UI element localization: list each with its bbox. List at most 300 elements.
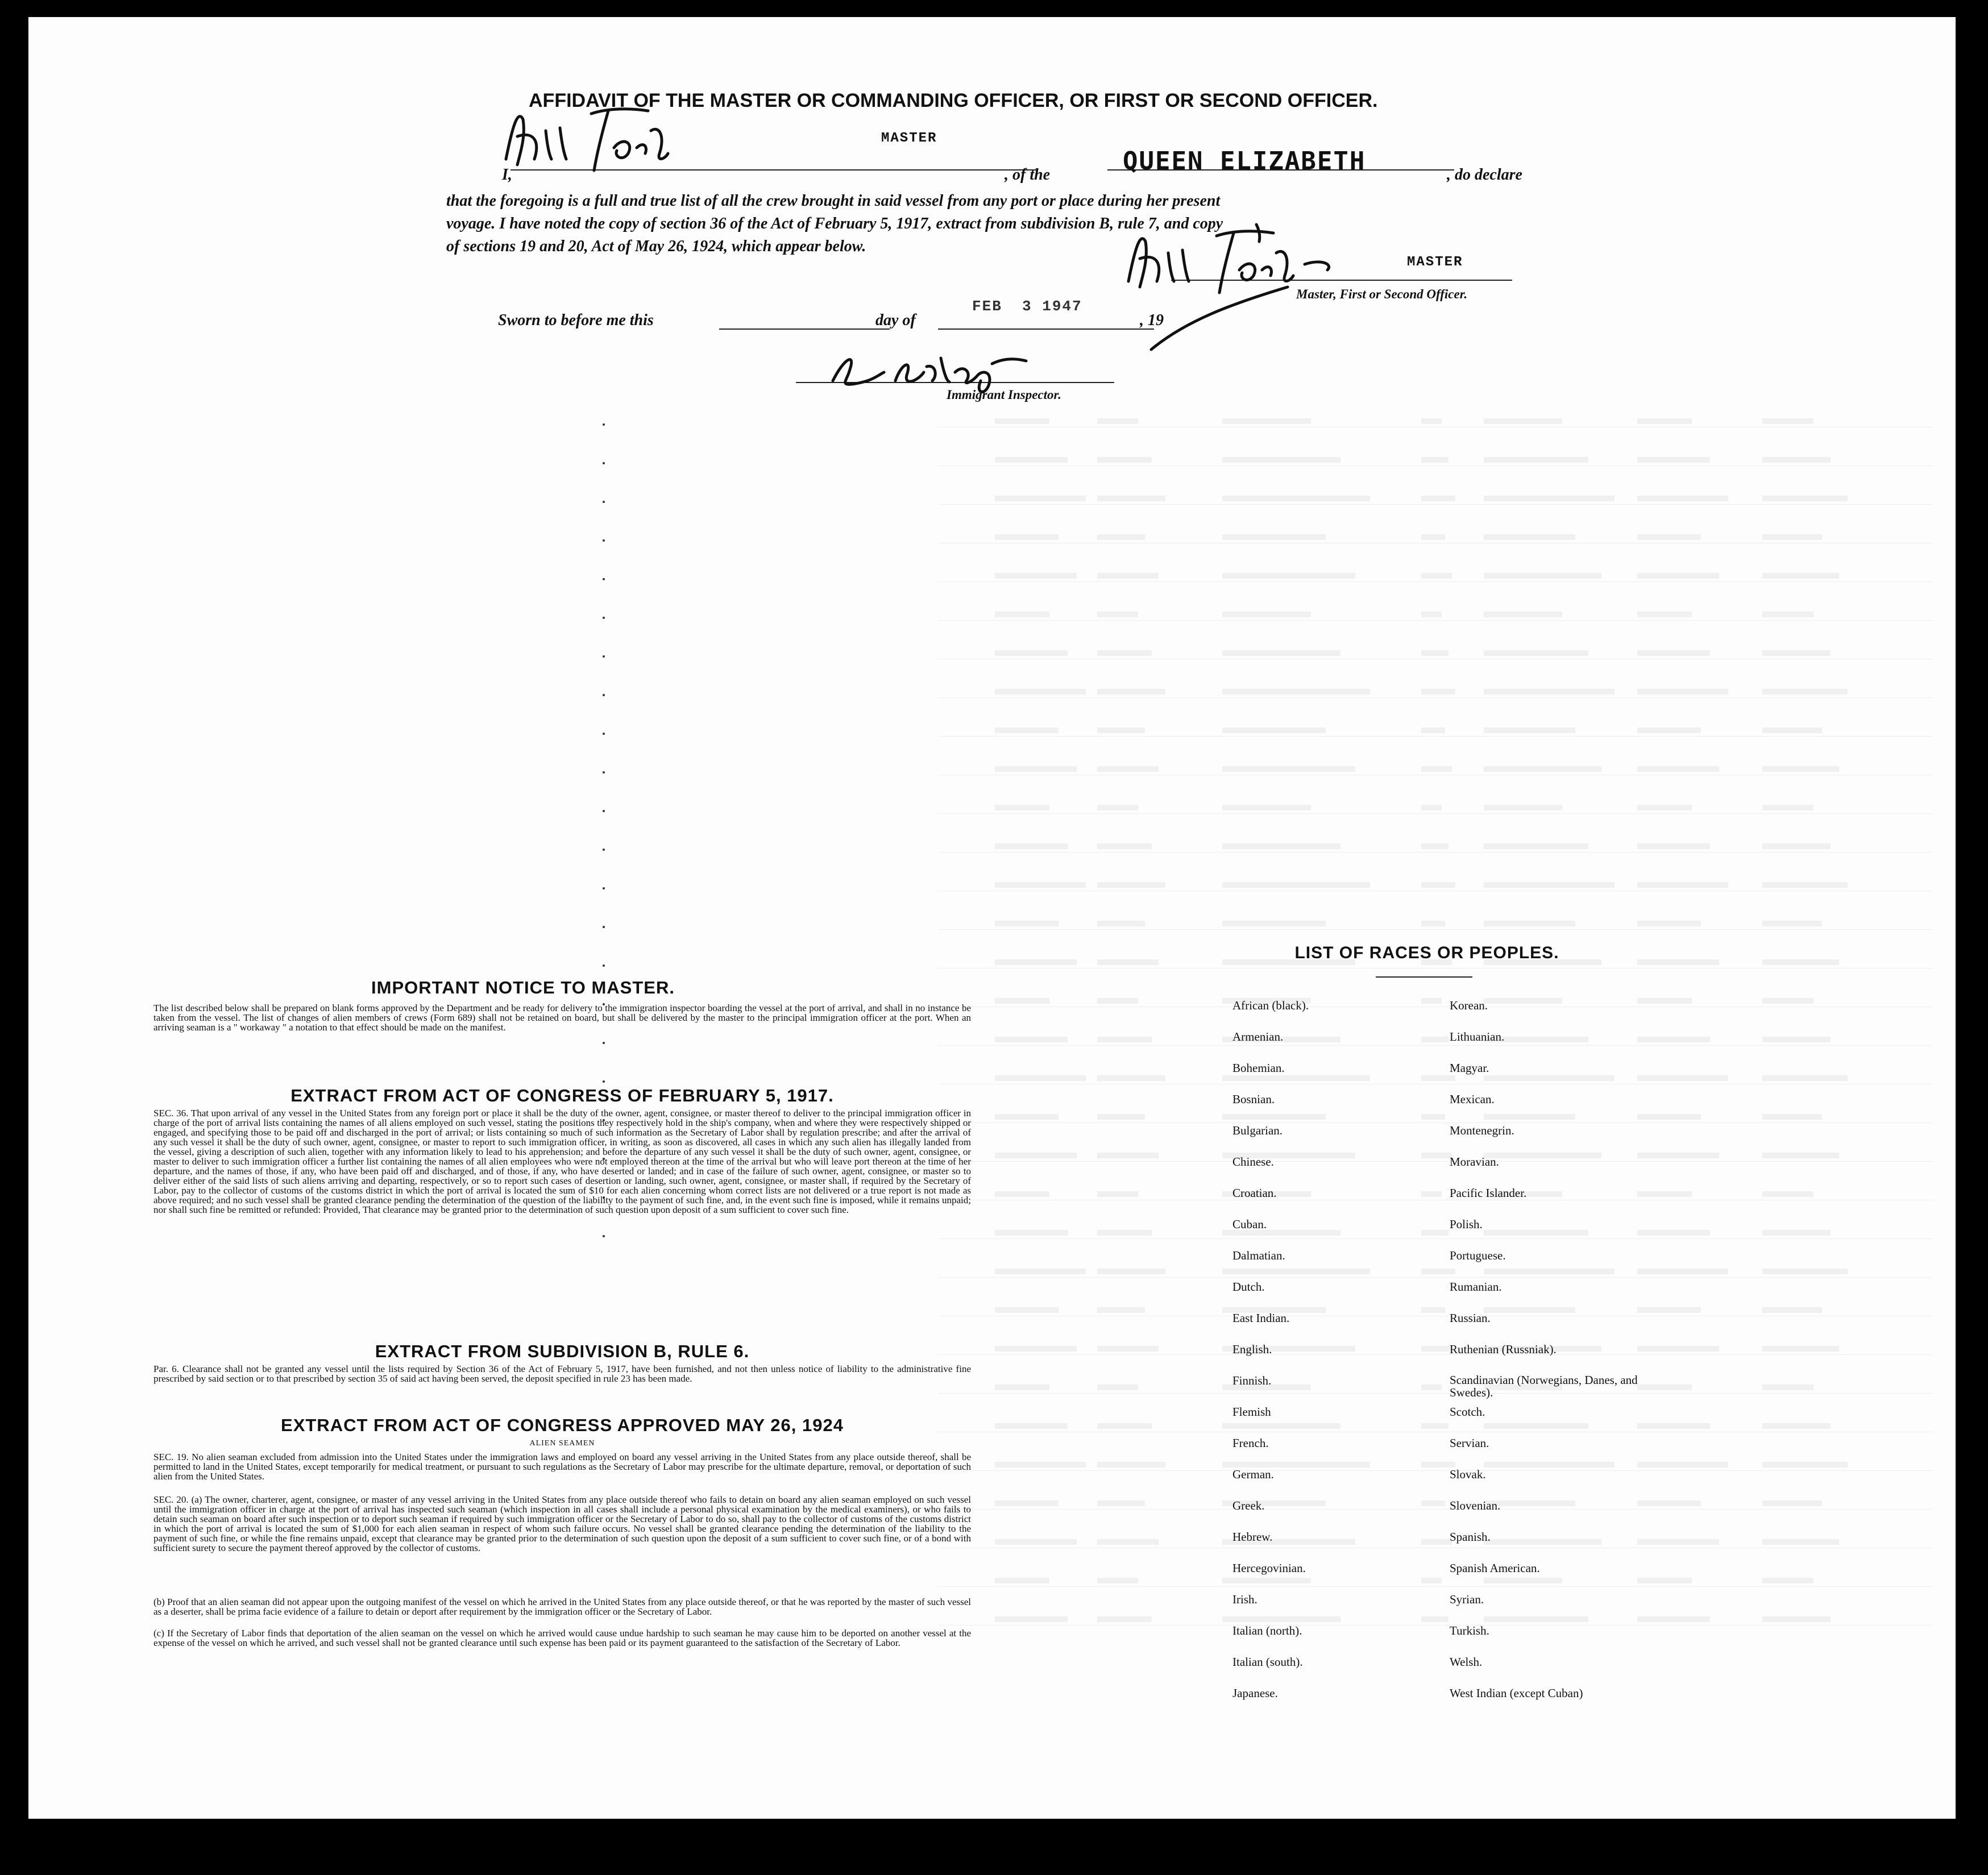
bleed-through-mark [1637,1462,1728,1467]
bleed-through-mark [1097,1191,1138,1197]
bleed-through-mark [1637,1307,1701,1313]
race-item: Bulgarian. [1232,1124,1283,1137]
bleed-through-mark [1222,689,1370,695]
bleed-through-mark [1637,650,1710,656]
column-dot [603,771,605,774]
bleed-through-row [938,1161,1933,1162]
bleed-through-mark [1484,998,1562,1004]
bleed-through-mark [1637,1269,1728,1274]
bleed-through-mark [995,1230,1068,1236]
race-item: Dutch. [1232,1280,1265,1294]
rule6-body: Par. 6. Clearance shall not be granted any vessel until the lists required by Section 36 of the Act of February 5, 1917, have been furnished, and not then unless notice of liability to the administrative fine prescribed by said section or to that prescribed by section 35 of said act having been served, the deposit specified in rule 23 has been made. [153,1363,971,1384]
bleed-through-mark [1097,612,1138,617]
bleed-through-mark [1097,766,1159,772]
bleed-through-mark [1484,921,1575,926]
bleed-through-mark [1637,1037,1710,1042]
bleed-through-mark [1484,1230,1588,1236]
bleed-through-row [938,658,1933,659]
bleed-through-mark [1222,418,1311,424]
bleed-through-mark [1421,1423,1449,1429]
bleed-through-mark [1637,418,1692,424]
bleed-through-mark [1484,1462,1615,1467]
race-item: Rumanian. [1450,1280,1502,1294]
race-item: Cuban. [1232,1217,1267,1231]
bleed-through-mark [1097,805,1138,810]
bleed-through-mark [1097,882,1165,888]
bleed-through-mark [1222,1616,1340,1622]
i-label: I, [502,166,512,184]
bleed-through-row [938,426,1933,427]
bleed-through-mark [1637,882,1728,888]
bleed-through-row [938,1431,1933,1432]
bleed-through-mark [1762,1191,1813,1197]
bleed-through-mark [1484,534,1575,540]
bleed-through-row [938,1199,1933,1200]
bleed-through-row [938,1238,1933,1239]
bleed-through-mark [1097,650,1152,656]
bleed-through-mark [1097,1230,1152,1236]
bleed-through-mark [995,534,1059,540]
bleed-through-mark [1762,766,1839,772]
extract-1924-subtitle: ALIEN SEAMEN [529,1439,595,1448]
bleed-through-mark [995,612,1049,617]
races-title: LIST OF RACES OR PEOPLES. [1294,943,1559,962]
bleed-through-mark [1222,1269,1370,1274]
column-dot [603,1080,605,1083]
declaration-line-2: voyage. I have noted the copy of section 36 of the Act of February 5, 1917, extract from subdivision B, rule 7, and copy [446,215,1223,232]
bleed-through-mark [1097,1616,1152,1622]
bleed-through-mark [1762,882,1848,888]
bleed-through-mark [1762,805,1813,810]
bleed-through-mark [995,1075,1086,1081]
bleed-through-mark [1222,1462,1370,1467]
bleed-through-mark [1484,612,1562,617]
bleed-through-mark [1484,1616,1588,1622]
race-item: Chinese. [1232,1155,1274,1169]
bleed-through-mark [1222,882,1370,888]
bleed-through-mark [1421,650,1449,656]
bleed-through-mark [1421,1230,1449,1236]
bleed-through-mark [995,1269,1086,1274]
race-item: Hercegovinian. [1232,1561,1306,1575]
race-item: Scotch. [1450,1405,1485,1419]
bleed-through-mark [1637,1539,1719,1545]
bleed-through-row [938,1508,1933,1510]
bleed-through-mark [1421,1269,1455,1274]
column-dot [603,578,605,580]
race-item: Croatian. [1232,1186,1277,1200]
extract-1917-body: SEC. 36. That upon arrival of any vessel in the United States from any foreign port or place it shall be the duty of the owner, agent, consignee, or master thereof to deliver to the principal immigration officer in charge of the port of arrival lists containing the names of all aliens employed on such vessel, stating the positions they respectively hold in the ship's company, when and where they were respectively shipped or engaged, and specifying those to be paid off and discharged in the port of arrival; or lists containing so much of such information as the Secretary of Labor shall by regulation prescribe; and after the arrival of any such vessel it shall be the duty of such owner, agent, consignee, or master to report to such immigration officer, in writing, as soon as discovered, all cases in which any such alien has illegally landed from the vessel, giving a description of such alien, together with any information likely to lead to his apprehension; and before the departure of any such vessel it shall be the duty of such owner, agent, consignee, or master to deliver to such immigration officer a further list containing the names of all alien employees who were not employed thereon at the time of the arrival but who will leave port thereon at the time of her departure, and the names of those, if any, who have been paid off and discharged, and of those, if any, who have deserted or landed; and in case of the failure of such owner, agent, consignee, or master so to deliver either of the said lists of such aliens arriving and departing, respectively, or so to report such cases of desertion or landing, such owner, agent, consignee, or master shall, if required by the Secretary of Labor, pay to the collector of customs of the customs district in which the port of arrival is located the sum of $10 for each alien concerning whom correct lists are not delivered or a true report is not made as above required; and no such vessel shall be granted clearance pending the determination of the question of the liability to the payment of such fine, and, in the event such fine is imposed, while it remains unpaid; nor shall such fine be remitted or refunded: Provided, That clearance may be granted prior to the determination of such question upon deposit of a sum sufficient to cover such fine. [153,1108,971,1215]
year-label: , 19 [1140,311,1164,329]
column-dot [603,462,605,464]
bleed-through-mark [1097,921,1145,926]
race-item: Finnish. [1232,1374,1272,1387]
bleed-through-mark [995,457,1068,463]
bleed-through-mark [1762,496,1848,501]
bleed-through-mark [1637,1578,1692,1583]
race-item: East Indian. [1232,1311,1290,1325]
bleed-through-mark [1762,1153,1839,1158]
bleed-through-mark [995,1539,1077,1545]
bleed-through-mark [1484,1539,1601,1545]
bleed-through-row [938,1083,1933,1084]
bleed-through-mark [1097,1578,1138,1583]
column-dot [603,810,605,812]
bleed-through-mark [995,1423,1068,1429]
bleed-through-row [938,581,1933,582]
bleed-through-mark [1421,1153,1452,1158]
race-item: Armenian. [1232,1030,1284,1043]
column-dot [603,733,605,735]
race-item: West Indian (except Cuban) [1450,1686,1583,1700]
bleed-through-mark [1762,921,1822,926]
bleed-through-mark [1097,1346,1159,1352]
race-item: Scandinavian (Norwegians, Danes, and Swedes). [1450,1373,1638,1399]
bleed-through-mark [1637,805,1692,810]
race-item: German. [1232,1467,1274,1481]
extract-1917-title: EXTRACT FROM ACT OF CONGRESS OF FEBRUARY 5, 1917. [290,1086,834,1105]
bleed-through-mark [1097,959,1159,965]
bleed-through-mark [1222,921,1326,926]
bleed-through-mark [1762,650,1831,656]
bleed-through-row [938,1392,1933,1394]
bleed-through-mark [1421,998,1442,1004]
bleed-through-mark [1222,766,1355,772]
bleed-through-mark [1421,843,1449,849]
bleed-through-row [938,697,1933,698]
sec20a-body: SEC. 20. (a) The owner, charterer, agent, consignee, or master of any vessel arriving in the United States from any place outside thereof who fails to detain on board any alien seaman employed on such vessel until the immigration officer in charge at the port of arrival has inspected such seaman (which inspection in all cases shall include a personal physical examination by the medical examiners), or who fails to detain such seaman on board after such inspection or to deport such seaman if required by such immigration officer or the Secretary of Labor to do so, shall pay to the collector of customs of the customs district in which the port of arrival is located the sum of $1,000 for each alien seaman in respect of whom such failure occurs. No vessel shall be granted clearance pending the determination of the liability to the payment of such fine, or while the fine remains unpaid, except that clearance may be granted prior to the determination of such question upon the deposit of a sum sufficient to cover such fine, or of a bond with sufficient surety to secure the payment thereof approved by the collector of customs. [153,1494,971,1553]
bleed-through-mark [1421,1578,1442,1583]
bleed-through-mark [1421,1114,1445,1120]
bleed-through-mark [1097,418,1138,424]
master-stamp-2: MASTER [1407,255,1463,270]
of-the-label: , of the [1005,166,1051,184]
bleed-through-mark [1097,573,1159,579]
column-dot [603,887,605,889]
bleed-through-mark [1097,496,1165,501]
bleed-through-mark [995,1037,1068,1042]
race-item: Magyar. [1450,1061,1489,1075]
bleed-through-mark [1421,457,1449,463]
bleed-through-mark [1484,1153,1601,1158]
bleed-through-mark [1484,496,1615,501]
race-item: African (black). [1232,999,1309,1012]
bleed-through-mark [995,805,1049,810]
bleed-through-mark [1097,1500,1145,1506]
bleed-through-row [938,1586,1933,1587]
bleed-through-mark [1484,1307,1575,1313]
master-signature-1 [495,97,676,176]
bleed-through-row [938,813,1933,814]
bleed-through-mark [1222,496,1370,501]
column-dot [603,617,605,619]
bleed-through-mark [1484,457,1588,463]
bleed-through-row [938,1045,1933,1046]
bleed-through-mark [1762,727,1822,733]
bleed-through-mark [1097,1037,1152,1042]
bleed-through-mark [1222,1578,1311,1583]
bleed-through-mark [1421,534,1445,540]
bleed-through-mark [1222,1075,1370,1081]
bleed-through-mark [995,1616,1068,1622]
bleed-through-mark [1762,689,1848,695]
bleed-through-mark [1484,418,1562,424]
bleed-through-row [938,851,1933,853]
bleed-through-mark [1222,843,1340,849]
bleed-through-mark [1097,998,1138,1004]
bleed-through-mark [1222,1114,1326,1120]
bleed-through-mark [995,1462,1086,1467]
do-declare-label: , do declare [1447,166,1522,184]
bleed-through-mark [1762,457,1831,463]
bleed-through-mark [1762,1578,1813,1583]
bleed-through-row [938,1470,1933,1471]
sec19-body: SEC. 19. No alien seaman excluded from admission into the United States under the immigration laws and employed on board any vessel arriving in the United States from any place outside thereof, shall be permitted to land in the United States, except temporarily for medical treatment, or pursuant to such regulations as the Secretary of Labor may prescribe for the ultimate departure, removal, or deportation of such alien from the United States. [153,1452,971,1482]
bleed-through-mark [1762,843,1831,849]
bleed-through-mark [1637,1153,1719,1158]
race-item: Ruthenian (Russniak). [1450,1342,1557,1356]
bleed-through-row [938,620,1933,621]
day-of-label: day of [875,311,916,329]
bleed-through-mark [1762,1037,1831,1042]
bleed-through-mark [995,1385,1049,1390]
bleed-through-mark [1637,1346,1719,1352]
bleed-through-mark [1762,1539,1839,1545]
bleed-through-mark [1637,612,1692,617]
race-item: Slovak. [1450,1467,1486,1481]
bleed-through-mark [1484,843,1588,849]
race-item: Flemish [1232,1405,1271,1419]
race-item: Mexican. [1450,1092,1495,1106]
bleed-through-mark [1097,1462,1165,1467]
bleed-through-row [938,1122,1933,1123]
race-item: Lithuanian. [1450,1030,1505,1043]
column-dot [603,501,605,503]
inspector-caption: Immigrant Inspector. [947,388,1061,402]
bleed-through-mark [1421,1616,1449,1622]
bleed-through-mark [1637,727,1701,733]
bleed-through-row [938,1006,1933,1007]
bleed-through-mark [1421,418,1442,424]
bleed-through-mark [1637,998,1692,1004]
race-item: Montenegrin. [1450,1124,1514,1137]
race-item: Russian. [1450,1311,1491,1325]
race-item: Irish. [1232,1593,1257,1606]
column-dot [603,964,605,967]
bleed-through-mark [1222,805,1311,810]
race-item: Portuguese. [1450,1249,1506,1262]
bleed-through-mark [1762,1385,1813,1390]
bleed-through-mark [1421,727,1445,733]
race-item: Bohemian. [1232,1061,1285,1075]
bleed-through-mark [1421,1385,1442,1390]
bleed-through-mark [1421,921,1445,926]
bleed-through-mark [1637,1075,1728,1081]
column-dot [603,539,605,542]
bleed-through-mark [1421,805,1442,810]
bleed-through-mark [995,766,1077,772]
bleed-through-mark [1762,1307,1822,1313]
bleed-through-mark [1762,1075,1848,1081]
column-dot [603,849,605,851]
bleed-through-mark [995,882,1086,888]
race-item: Japanese. [1232,1686,1278,1700]
bleed-through-mark [995,843,1068,849]
bleed-through-mark [1097,1153,1159,1158]
race-item: Italian (south). [1232,1655,1303,1669]
column-dot [603,423,605,426]
bleed-through-row [938,504,1933,505]
bleed-through-mark [1222,573,1355,579]
bleed-through-mark [1484,805,1562,810]
bleed-through-mark [1421,1075,1455,1081]
bleed-through-mark [995,727,1059,733]
bleed-through-mark [1222,727,1326,733]
bleed-through-mark [1637,457,1710,463]
bleed-through-mark [995,418,1049,424]
bleed-through-mark [1484,1075,1615,1081]
bleed-through-mark [1222,650,1340,656]
column-dot [603,655,605,658]
race-item: French. [1232,1436,1269,1450]
bleed-through-mark [1762,1500,1822,1506]
bleed-through-mark [995,689,1086,695]
bleed-through-mark [1097,1114,1145,1120]
column-dot [603,926,605,928]
bleed-through-mark [1421,1500,1445,1506]
extract-1924-title: EXTRACT FROM ACT OF CONGRESS APPROVED MAY 26, 1924 [281,1415,844,1435]
bleed-through-mark [1097,1075,1165,1081]
sworn-day-line [719,329,890,330]
bleed-through-mark [1097,457,1152,463]
race-item: English. [1232,1342,1272,1356]
bleed-through-mark [1222,612,1311,617]
race-item: Syrian. [1450,1593,1484,1606]
bleed-through-mark [1421,573,1452,579]
race-item: Servian. [1450,1436,1489,1450]
bleed-through-mark [1637,921,1701,926]
bleed-through-mark [1762,1616,1831,1622]
race-item: Bosnian. [1232,1092,1275,1106]
bleed-through-mark [1484,573,1601,579]
bleed-through-row [938,465,1933,466]
rule6-title: EXTRACT FROM SUBDIVISION B, RULE 6. [375,1341,750,1361]
declaration-line-3: of sections 19 and 20, Act of May 26, 1924, which appear below. [446,238,866,255]
bleed-through-mark [1637,689,1728,695]
vessel-name: QUEEN ELIZABETH [1123,147,1366,176]
bleed-through-mark [1637,766,1719,772]
bleed-through-mark [1421,882,1455,888]
bleed-through-mark [1097,727,1145,733]
bleed-through-mark [1762,534,1822,540]
bleed-through-mark [1762,998,1813,1004]
bleed-through-mark [995,1578,1049,1583]
bleed-through-row [938,890,1933,891]
bleed-through-row [938,929,1933,930]
bleed-through-mark [1637,843,1710,849]
bleed-through-mark [995,1307,1059,1313]
bleed-through-mark [1421,1191,1442,1197]
bleed-through-mark [1421,1462,1455,1467]
bleed-through-mark [1222,457,1340,463]
bleed-through-mark [1762,612,1813,617]
bleed-through-mark [1762,1346,1839,1352]
column-dot [603,1042,605,1044]
races-title-rule [1376,976,1472,978]
bleed-through-mark [1421,612,1442,617]
bleed-through-mark [1421,689,1455,695]
race-item: Turkish. [1450,1624,1489,1637]
bleed-through-mark [1097,1269,1165,1274]
bleed-through-mark [1762,1462,1848,1467]
bleed-through-mark [1484,766,1601,772]
bleed-through-mark [995,496,1086,501]
manifest-sheet [28,17,1956,1819]
bleed-through-mark [1484,1578,1562,1583]
sworn-label: Sworn to before me this [498,311,654,329]
bleed-through-mark [995,1191,1049,1197]
bleed-through-row [938,967,1933,968]
sec20b-body: (b) Proof that an alien seaman did not appear upon the outgoing manifest of the vessel on which he arrived in the United States from any place outside thereof, or that he was reported by the master of such vessel as a deserter, shall be prima facie evidence of a failure to detain or deport after requirement by the immigration officer or the Secretary of Labor. [153,1597,971,1617]
bleed-through-mark [1421,1307,1445,1313]
bleed-through-mark [1421,766,1452,772]
bleed-through-row [938,1547,1933,1548]
race-item: Korean. [1450,999,1488,1012]
sec20c-body: (c) If the Secretary of Labor finds that deportation of the alien seaman on the vessel on which he arrived would cause undue hardship to such seaman he may cause him to be deported on another vessel at the expense of the vessel on which he arrived, and such vessel shall not be granted clearance until such expense has been paid or its payment guaranteed to the satisfaction of the Secretary of Labor. [153,1628,971,1648]
officer-caption: Master, First or Second Officer. [1296,287,1468,301]
bleed-through-row [938,1277,1933,1278]
notice-body: The list described below shall be prepared on blank forms approved by the Department and be ready for delivery to the immigration inspector boarding the vessel at the port of arrival, and shall in no instance be taken from the vessel. The list of changes of alien members of crews (Form 689) shall not be retained on board, but shall be delivered by the master to the principal immigration officer at the port. When an arriving seaman is a " workaway " a notation to that effect should be made on the manifest. [153,1003,971,1033]
master-signature-2 [1117,219,1379,355]
bleed-through-mark [1637,1230,1710,1236]
bleed-through-row [938,735,1933,737]
bleed-through-mark [1097,1423,1152,1429]
bleed-through-row [938,1624,1933,1625]
race-item: Pacific Islander. [1450,1186,1527,1200]
bleed-through-row [938,1354,1933,1355]
bleed-through-mark [1484,727,1575,733]
bleed-through-mark [1222,534,1326,540]
master-stamp: MASTER [881,131,937,146]
bleed-through-mark [1637,1191,1692,1197]
bleed-through-mark [995,1153,1077,1158]
bleed-through-mark [1762,959,1839,965]
race-item: Italian (north). [1232,1624,1302,1637]
bleed-through-mark [1637,534,1701,540]
race-item: Moravian. [1450,1155,1499,1169]
bleed-through-row [938,774,1933,775]
bleed-through-mark [1762,1269,1848,1274]
bleed-through-mark [1421,1346,1452,1352]
race-item: Polish. [1450,1217,1483,1231]
inspector-signature [821,341,1037,398]
bleed-through-mark [995,959,1077,965]
bleed-through-mark [1484,689,1615,695]
bleed-through-mark [1637,1616,1710,1622]
bleed-through-mark [1421,496,1455,501]
bleed-through-mark [1637,1500,1701,1506]
race-item: Dalmatian. [1232,1249,1285,1262]
bleed-through-mark [1484,882,1615,888]
race-item: Hebrew. [1232,1530,1273,1544]
notice-title: IMPORTANT NOTICE TO MASTER. [371,978,675,997]
bleed-through-mark [995,1114,1059,1120]
bleed-through-mark [1762,1230,1831,1236]
race-item: Slovenian. [1450,1499,1501,1512]
bleed-through-mark [1484,1423,1588,1429]
bleed-through-mark [995,573,1077,579]
bleed-through-mark [1097,1539,1159,1545]
